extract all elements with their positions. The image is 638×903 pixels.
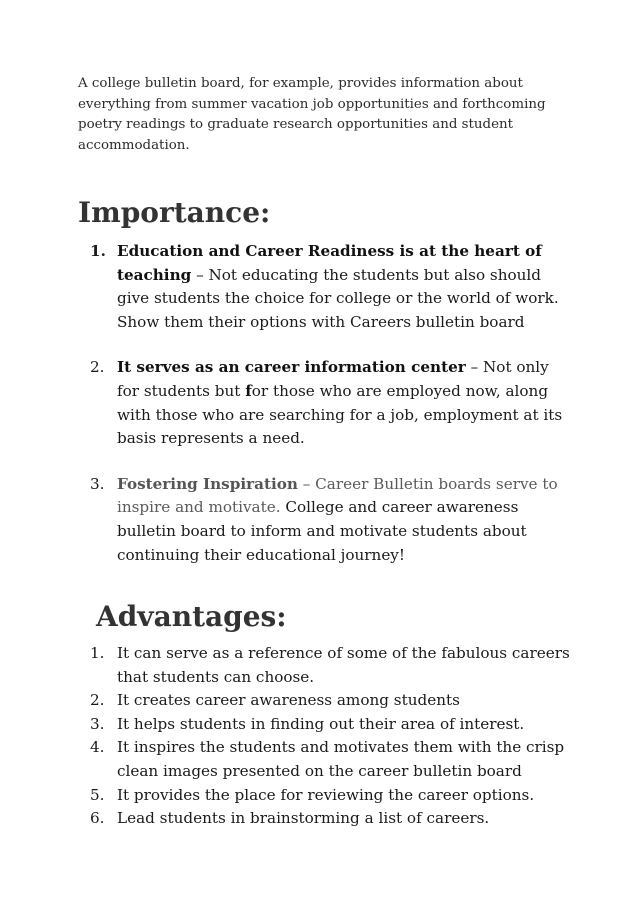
list-number: 5. [90, 785, 105, 804]
intro-paragraph: A college bulletin board, for example, provides information about everything from summer vacation job opportunities and forthcoming poetry readings to graduate research opportunities and student accommodation. [78, 76, 546, 153]
list-number: 4. [90, 738, 105, 757]
item-text: It creates career awareness among students [117, 691, 460, 710]
item-bold-letter: f [245, 381, 252, 400]
list-number: 3. [90, 714, 105, 733]
item-text: It helps students in finding out their area of interest. [117, 714, 525, 733]
advantages-item-4 [90, 736, 570, 783]
item-title: Fostering Inspiration [117, 474, 298, 493]
list-number: 6. [90, 809, 105, 828]
item-text: – Not only for students but [117, 358, 549, 400]
importance-item-2 [90, 356, 570, 450]
item-text: It provides the place for reviewing the career options. [117, 785, 535, 804]
list-number: 2. [90, 358, 105, 377]
item-title: It serves as an career information center [117, 358, 466, 377]
item-text: or those who are employed now, along with those who are searching for a job, employment at its basis represents a need. [117, 381, 563, 448]
item-text: It can serve as a reference of some of the fabulous careers that students can choose. [117, 644, 570, 686]
advantages-list [90, 642, 570, 831]
advantages-heading: Advantages: [96, 600, 287, 633]
item-text: It inspires the students and motivates them with the crisp clean images presented on the career bulletin board [117, 738, 565, 780]
importance-heading: Importance: [78, 196, 271, 229]
advantages-item-5 [90, 784, 570, 808]
list-number: 1. [90, 242, 106, 260]
item-muted-text: – Career Bulletin boards serve to inspire and motivate. [117, 474, 558, 517]
advantages-item-2 [90, 689, 570, 713]
importance-list [90, 240, 570, 589]
list-number: 1. [90, 644, 105, 662]
item-text: Lead students in brainstorming a list of careers. [117, 809, 490, 828]
item-title: Education and Career Readiness is at the heart of teaching [117, 242, 542, 284]
importance-item-1 [90, 240, 570, 334]
item-text: College and career awareness bulletin board to inform and motivate students about continuing their educational journey! [117, 498, 527, 564]
advantages-item-3 [90, 713, 570, 737]
list-number: 3. [90, 474, 105, 493]
advantages-item-1 [90, 642, 570, 689]
advantages-item-6 [90, 807, 570, 831]
item-text: – Not educating the students but also should give students the choice for college or the world of work. Show them their options with Careers bulletin board [117, 265, 559, 331]
importance-item-3 [90, 473, 570, 567]
list-number: 2. [90, 691, 105, 710]
